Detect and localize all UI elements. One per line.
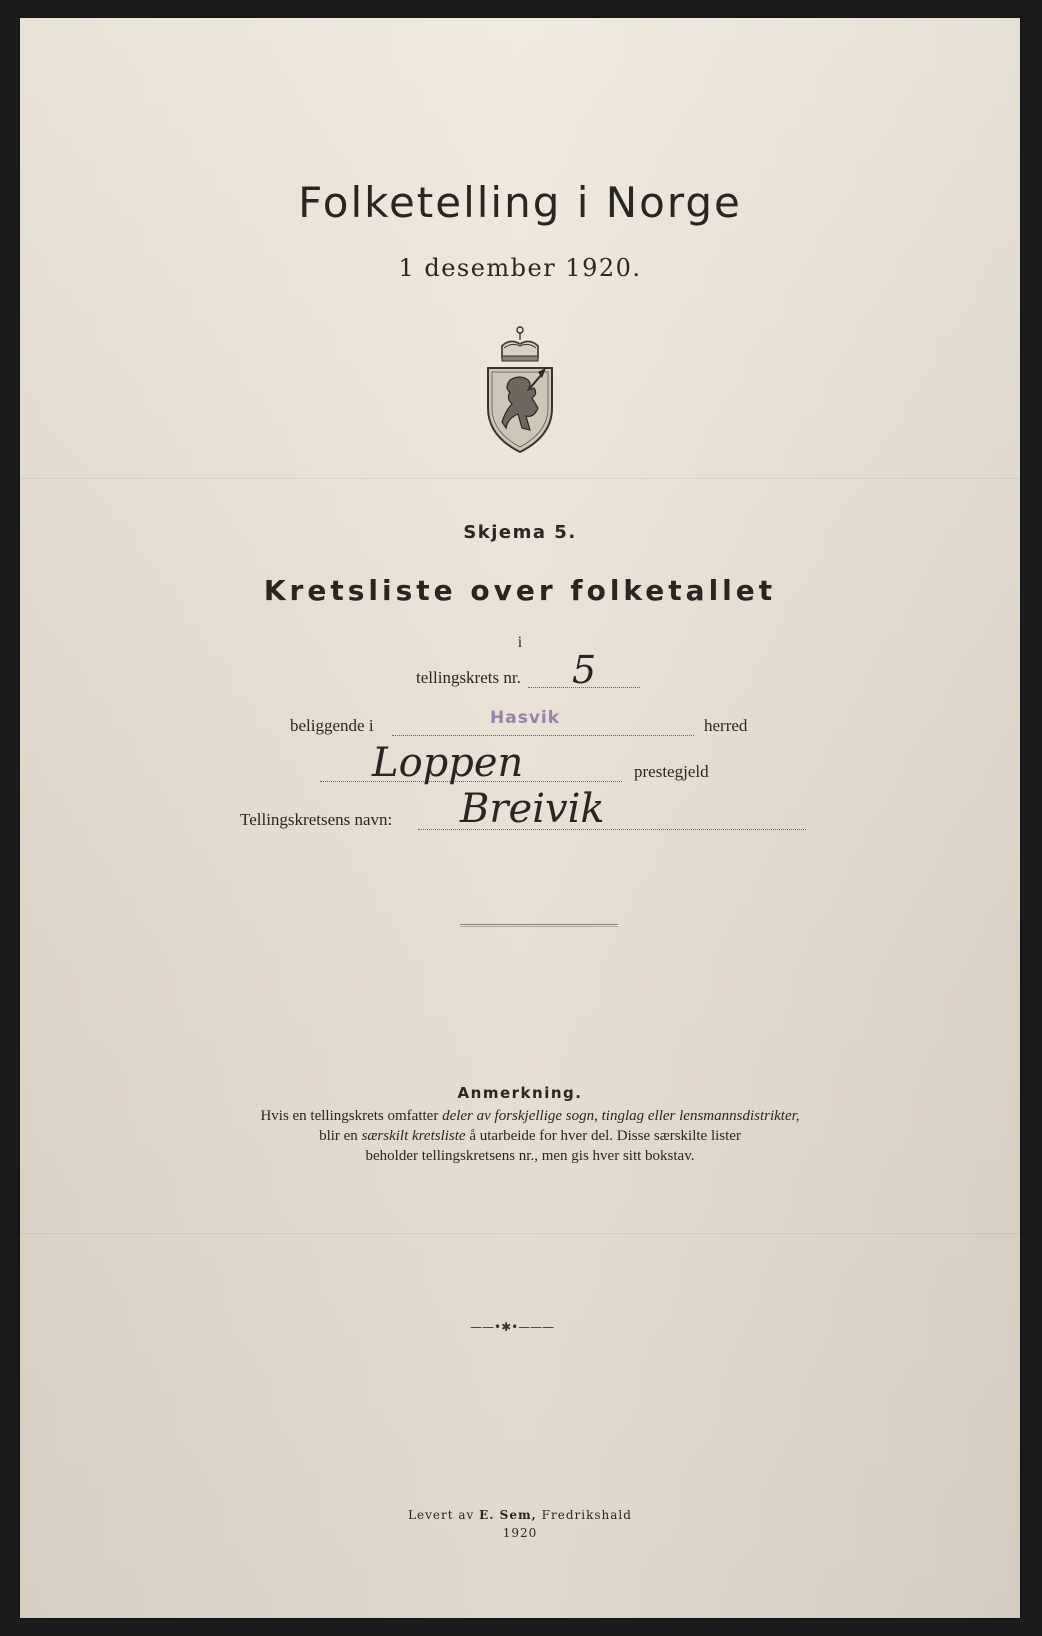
note-line-1-emphasis: deler av forskjellige sogn, tinglag eller lensmannsdistrikter, xyxy=(442,1108,800,1124)
printer-imprint xyxy=(20,1508,1020,1522)
printer-prefix: Levert av xyxy=(408,1508,480,1522)
note-line-2-text-a: blir en xyxy=(319,1128,362,1144)
district-number-label: tellingskrets nr. xyxy=(416,668,521,687)
note-line-2-emphasis: særskilt kretsliste xyxy=(361,1128,466,1144)
note-line-2-text-b: å utarbeide for hver del. Disse særskilte lister xyxy=(465,1128,741,1144)
paper-fold-line xyxy=(20,478,1020,479)
printer-name: E. Sem, xyxy=(479,1508,537,1522)
note-line-2 xyxy=(190,1126,870,1146)
census-form-page xyxy=(20,18,1020,1618)
printer-location: Fredrikshald xyxy=(536,1508,632,1522)
district-name-label: Tellingskretsens navn: xyxy=(240,810,393,829)
norwegian-coat-of-arms-icon xyxy=(480,318,560,458)
list-title: Kretsliste over folketallet xyxy=(263,574,777,607)
parish-value: Loppen xyxy=(372,740,524,786)
located-in-label: beliggende i xyxy=(290,716,374,735)
form-schema-number: Skjema 5. xyxy=(463,522,577,543)
note-line-1-text: Hvis en tellingskrets omfatter xyxy=(260,1108,443,1124)
preposition-label: i xyxy=(517,634,523,651)
parish-label: prestegjeld xyxy=(634,762,709,781)
herred-label: herred xyxy=(704,716,748,735)
printer-year: 1920 xyxy=(502,1526,538,1540)
section-divider xyxy=(460,924,618,927)
ornament-divider: ——•✱•——— xyxy=(470,1320,555,1334)
page-title: Folketelling i Norge xyxy=(298,178,742,227)
paper-fold-line xyxy=(20,1233,1020,1234)
municipality-line xyxy=(392,734,694,736)
note-line-3: beholder tellingskretsens nr., men gis hver sitt bokstav. xyxy=(365,1148,695,1164)
note-title: Anmerkning. xyxy=(457,1084,583,1102)
note-line-1 xyxy=(190,1106,870,1126)
district-name-value: Breivik xyxy=(460,786,605,832)
municipality-stamp: Hasvik xyxy=(490,708,561,728)
census-date: 1 desember 1920. xyxy=(398,254,642,282)
district-number-value: 5 xyxy=(572,648,597,692)
